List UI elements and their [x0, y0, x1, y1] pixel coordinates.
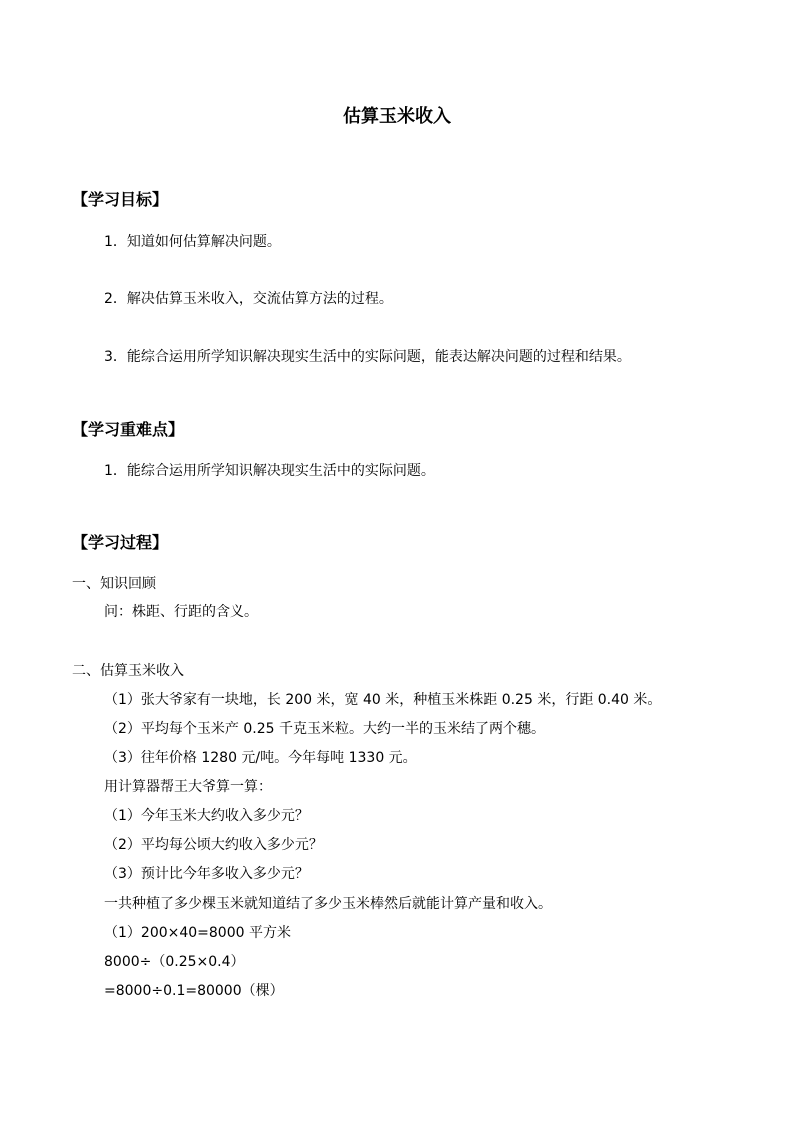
problem-condition: （3）往年价格 1280 元/吨。今年每吨 1330 元。 [104, 750, 417, 766]
problem-question: （2）平均每公顷大约收入多少元？ [104, 837, 323, 853]
review-question: 问：株距、行距的含义。 [104, 604, 258, 620]
solution-step: =8000÷0.1=80000（棵） [104, 983, 284, 999]
objective-item: 3．能综合运用所学知识解决现实生活中的实际问题，能表达解决问题的过程和结果。 [104, 349, 631, 365]
objective-item: 2．解决估算玉米收入，交流估算方法的过程。 [104, 291, 393, 307]
problem-question: （3）预计比今年多收入多少元？ [104, 866, 309, 882]
key-points-heading: 【学习重难点】 [72, 420, 185, 439]
section-title-review: 一、知识回顾 [72, 576, 156, 592]
problem-question: （1）今年玉米大约收入多少元？ [104, 808, 309, 824]
solution-note: 一共种植了多少棵玉米就知道结了多少玉米棒然后就能计算产量和收入。 [104, 896, 552, 912]
problem-condition: （2）平均每个玉米产 0.25 千克玉米粒。大约一半的玉米结了两个穗。 [104, 721, 545, 737]
page-title: 估算玉米收入 [343, 106, 451, 127]
solution-step: （1）200×40=8000 平方米 [104, 925, 291, 941]
problem-condition: （1）张大爷家有一块地，长 200 米，宽 40 米，种植玉米株距 0.25 米，行距 0.40 米。 [104, 692, 662, 708]
objective-item: 1．知道如何估算解决问题。 [104, 234, 281, 250]
key-point-item: 1．能综合运用所学知识解决现实生活中的实际问题。 [104, 463, 435, 479]
problem-instruction: 用计算器帮王大爷算一算： [104, 779, 272, 795]
section-title-estimate: 二、估算玉米收入 [72, 663, 184, 679]
objectives-heading: 【学习目标】 [72, 190, 169, 209]
process-heading: 【学习过程】 [72, 533, 169, 552]
solution-step: 8000÷（0.25×0.4） [104, 954, 245, 970]
